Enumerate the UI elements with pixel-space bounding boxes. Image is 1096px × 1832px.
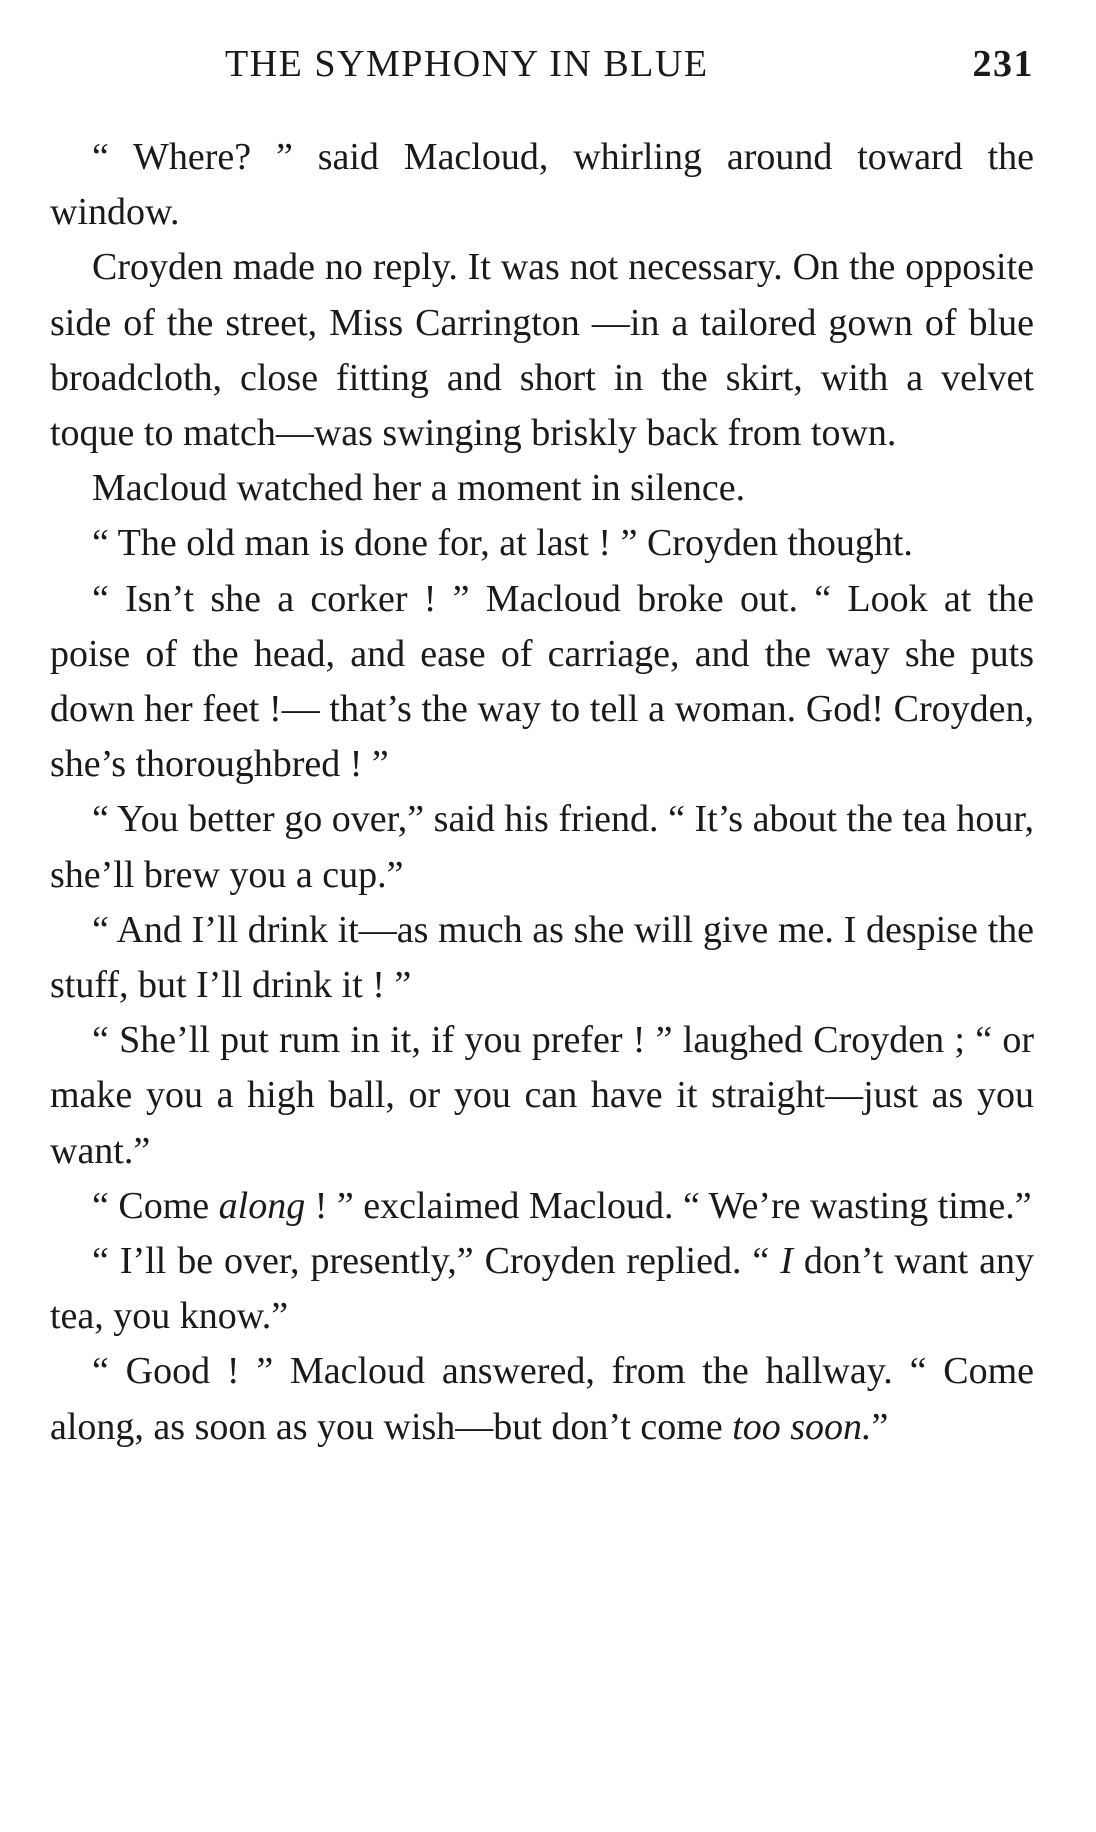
text-run: Croyden made no reply. It was not necessary. On the opposite side of the street, Miss Carrington —in a tailored gown of blue broadcloth, close fitting and short in the skirt, with a velvet toque to match—was swinging briskly back from town. bbox=[50, 246, 1034, 455]
text-run: “ You better go over,” said his friend. “ It’s about the tea hour, she’ll brew you a cup.” bbox=[50, 798, 1034, 896]
text-run: ” bbox=[871, 1405, 889, 1448]
text-run: “ I’ll be over, presently,” Croyden replied. “ bbox=[92, 1240, 781, 1283]
text-run: “ Good ! ” Macloud answered, from the hallway. “ Come along, as soon as you wish—but don’t come bbox=[50, 1350, 1034, 1448]
paragraph bbox=[50, 1234, 1034, 1344]
paragraph bbox=[50, 903, 1034, 1013]
page-number: 231 bbox=[972, 43, 1034, 85]
paragraph bbox=[50, 1013, 1034, 1179]
text-run: Macloud watched her a moment in silence. bbox=[92, 467, 746, 510]
italic-text: along bbox=[218, 1184, 306, 1227]
running-title: THE SYMPHONY IN BLUE bbox=[225, 43, 709, 85]
italic-text: too soon. bbox=[732, 1405, 872, 1448]
paragraph bbox=[50, 1344, 1034, 1454]
page-header bbox=[50, 40, 1034, 100]
italic-text: I bbox=[780, 1240, 793, 1283]
text-run: ! ” exclaimed Macloud. “ We’re wasting time.” bbox=[305, 1184, 1032, 1227]
text-run: “ Isn’t she a corker ! ” Macloud broke out. “ Look at the poise of the head, and ease of carriage, and the way she puts down her feet !— that’s the way to tell a woman. God! Croyden, she’s thoroughbred ! ” bbox=[50, 577, 1034, 786]
text-run: “ Where? ” said Macloud, whirling around toward the window. bbox=[50, 136, 1034, 234]
book-page bbox=[50, 40, 1034, 1455]
text-run: don’t want any tea, you know.” bbox=[50, 1240, 1034, 1338]
body-text bbox=[50, 130, 1034, 1455]
paragraph bbox=[50, 240, 1034, 461]
text-run: “ The old man is done for, at last ! ” Croyden thought. bbox=[92, 522, 913, 565]
paragraph bbox=[50, 461, 1034, 516]
paragraph bbox=[50, 792, 1034, 902]
paragraph bbox=[50, 572, 1034, 793]
paragraph bbox=[50, 1179, 1034, 1234]
paragraph bbox=[50, 130, 1034, 240]
text-run: “ She’ll put rum in it, if you prefer ! ” laughed Croyden ; “ or make you a high ball, or you can have it straight—just as you want.” bbox=[50, 1019, 1034, 1172]
text-run: “ Come bbox=[92, 1184, 219, 1227]
text-run: “ And I’ll drink it—as much as she will give me. I despise the stuff, but I’ll drink it ! ” bbox=[50, 908, 1034, 1007]
paragraph bbox=[50, 516, 1034, 571]
